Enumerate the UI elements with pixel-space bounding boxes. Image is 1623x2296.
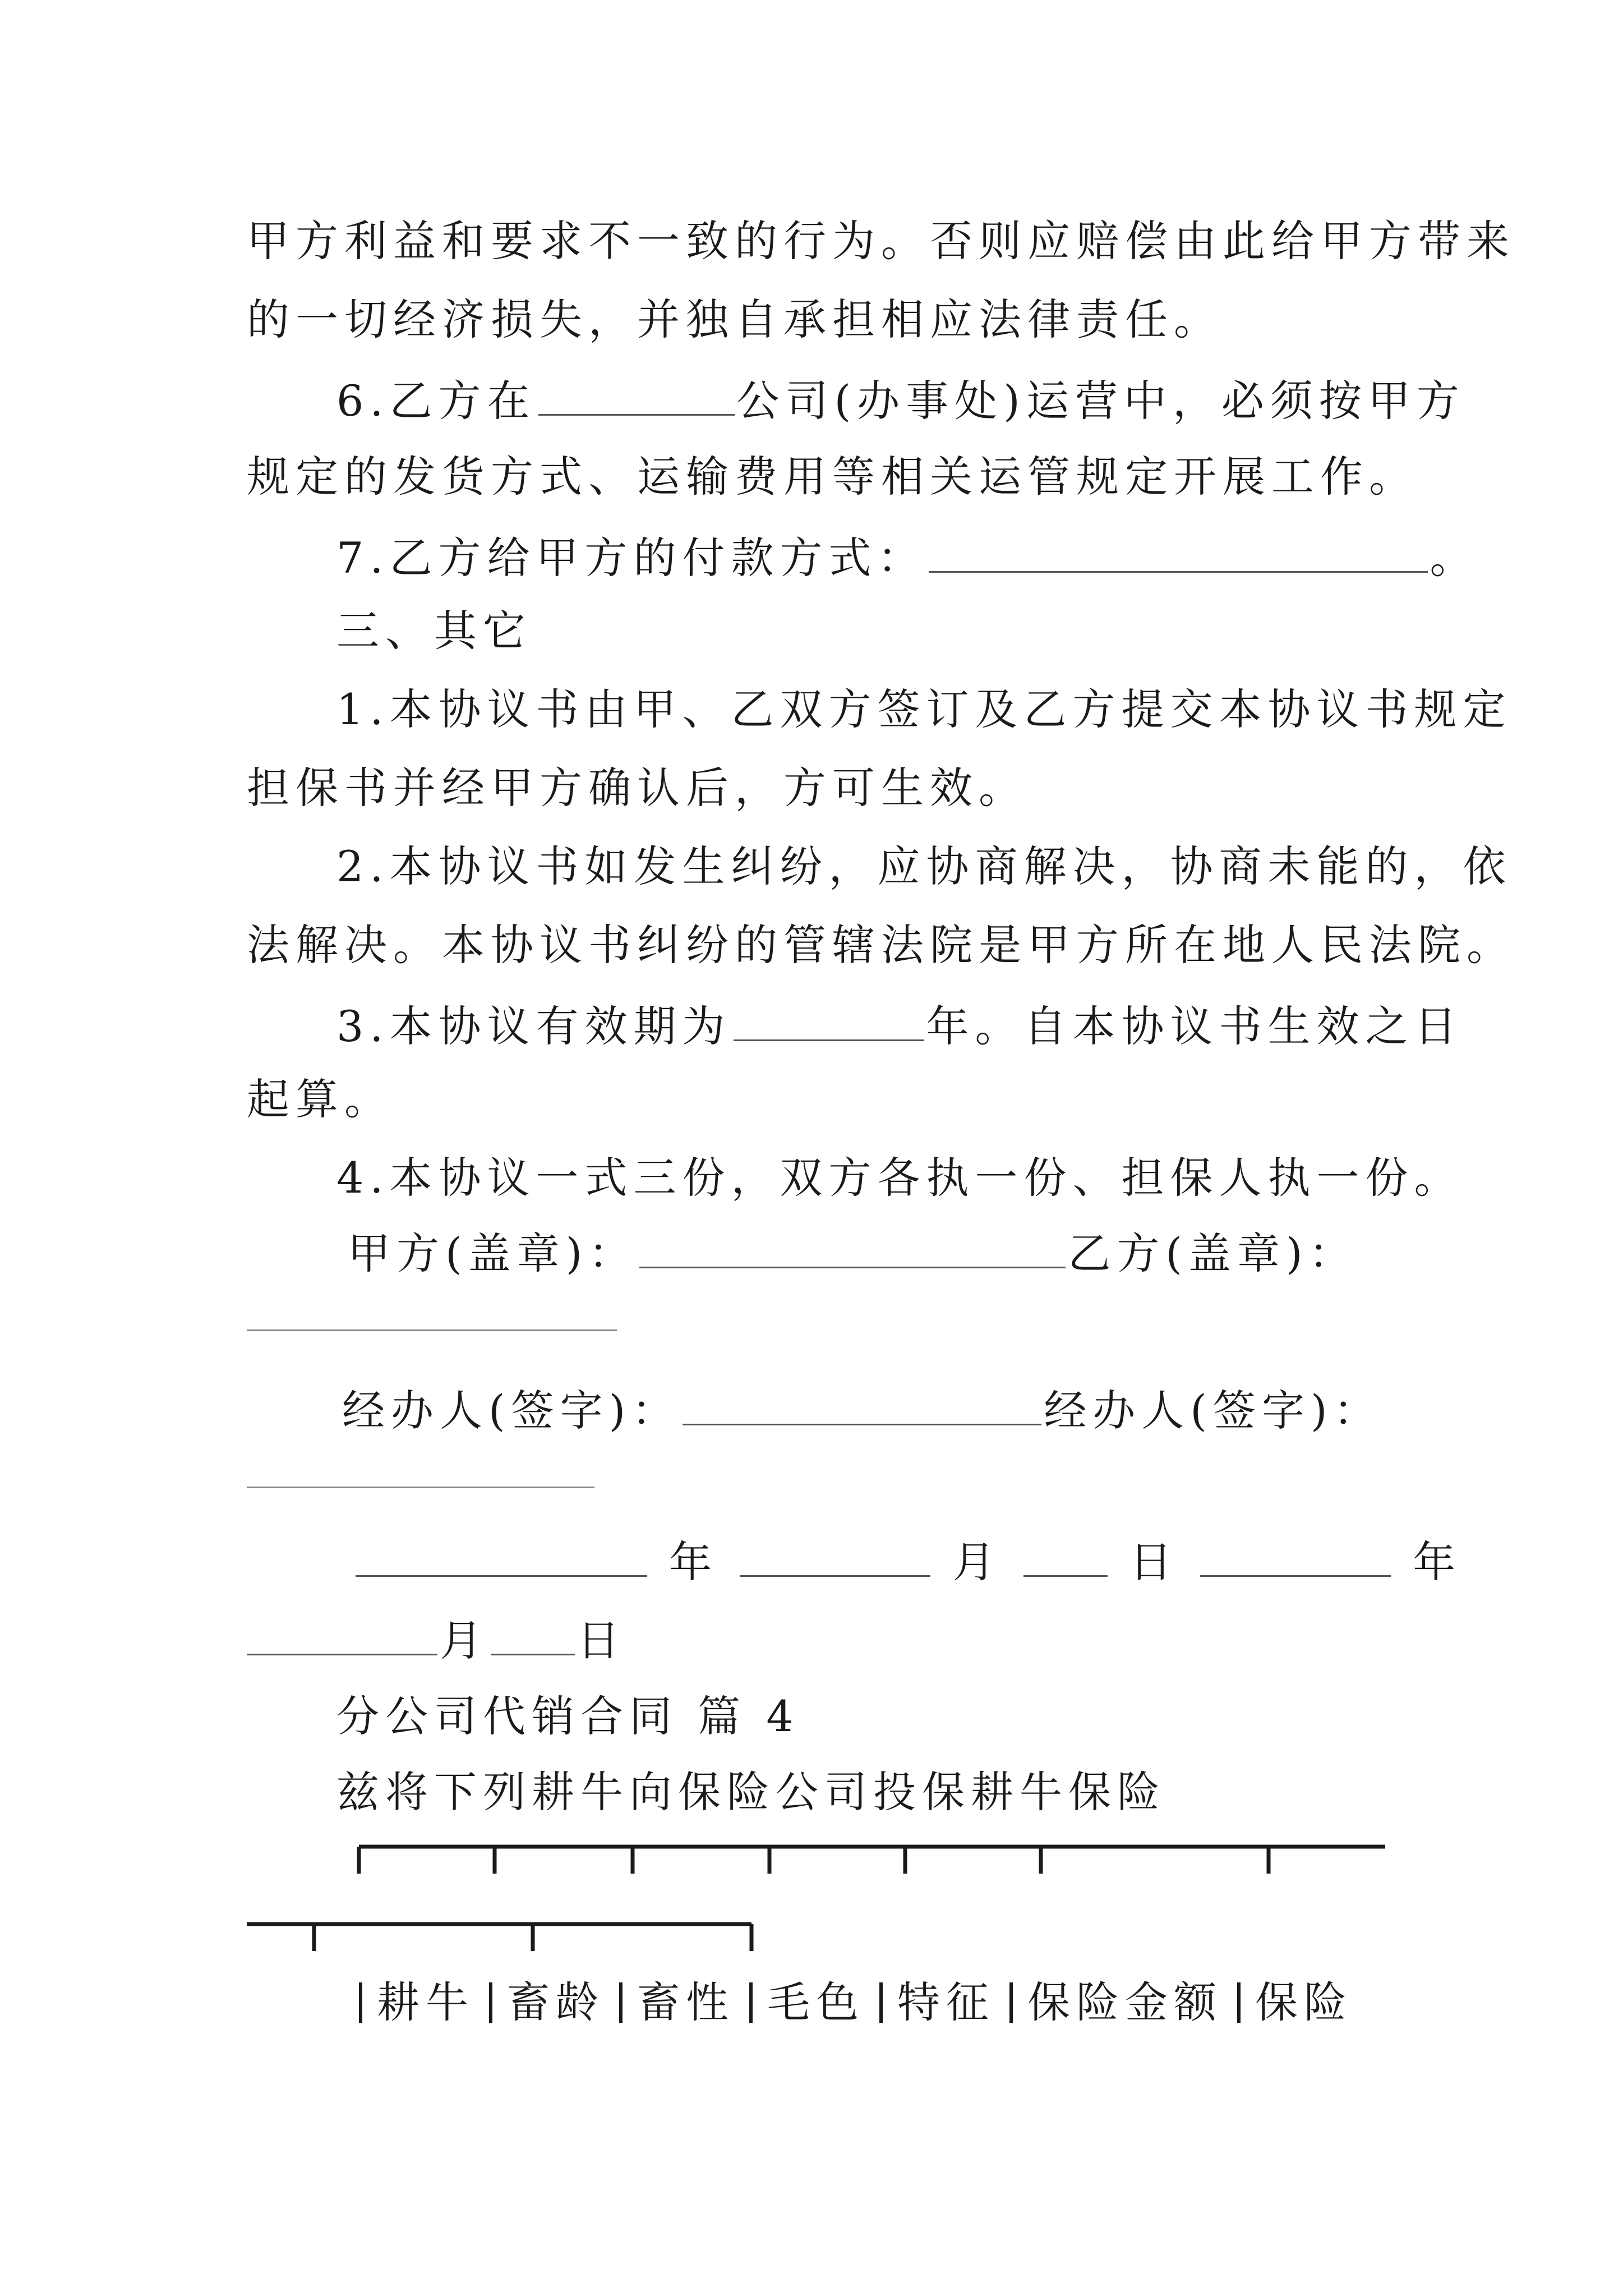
table-header-cell: 畜性 [637, 1977, 735, 2027]
paragraph-line: 甲方利益和要求不一致的行为。否则应赔偿由此给甲方带来 [247, 216, 1515, 266]
day-label: 日 [577, 1616, 626, 1665]
table-divider [879, 1982, 883, 2023]
table-divider [359, 1982, 362, 2023]
clause-6-end: 公司(办事处)运营中，必须按甲方 [736, 376, 1465, 426]
table-header-row [359, 1975, 1353, 2031]
table-divider [749, 1982, 753, 2023]
section-heading: 分公司代销合同 篇 4 [336, 1691, 800, 1741]
clause-o3-end: 年。自本协议书生效之日 [926, 1001, 1463, 1051]
clause-o1: 1.本协议书由甲、乙双方签订及乙方提交本协议书规定 [336, 684, 1512, 734]
section-heading: 三、其它 [336, 606, 532, 656]
table-divider [1009, 1982, 1013, 2023]
table-header-cell: 毛色 [767, 1977, 865, 2027]
year-label: 年 [1413, 1537, 1462, 1587]
paragraph-line: 担保书并经甲方确认后，方可生效。 [247, 763, 1027, 813]
clause-o4: 4.本协议一式三份，双方各执一份、担保人执一份。 [336, 1153, 1463, 1203]
party-a-label: 甲方(盖章)： [348, 1228, 638, 1278]
table-header-cell: 保险金额 [1027, 1977, 1223, 2027]
year-label: 年 [669, 1537, 718, 1587]
agent-a-label: 经办人(签字)： [342, 1386, 681, 1435]
paragraph-line: 起算。 [247, 1074, 393, 1124]
clause-7-start: 7.乙方给甲方的付款方式： [336, 533, 926, 583]
clause-7-end: 。 [1430, 533, 1479, 583]
paragraph-line: 规定的发货方式、运输费用等相关运管规定开展工作。 [247, 452, 1418, 501]
clause-o2: 2.本协议书如发生纠纷，应协商解决，协商未能的，依 [336, 841, 1512, 891]
paragraph-line: 兹将下列耕牛向保险公司投保耕牛保险 [336, 1767, 1166, 1817]
paragraph-line: 的一切经济损失，并独自承担相应法律责任。 [247, 295, 1223, 344]
month-label: 月 [952, 1537, 1002, 1587]
month-label: 月 [440, 1616, 488, 1665]
clause-6-start: 6.乙方在 [336, 376, 536, 426]
table-header-cell: 耕牛 [377, 1977, 474, 2027]
day-label: 日 [1129, 1537, 1178, 1587]
paragraph-line: 法解决。本协议书纠纷的管辖法院是甲方所在地人民法院。 [247, 920, 1515, 970]
table-header-cell: 特征 [897, 1977, 995, 2027]
table-header-cell: 保险 [1255, 1977, 1353, 2027]
table-divider [619, 1982, 623, 2023]
agent-b-label: 经办人(签字)： [1044, 1386, 1382, 1435]
party-b-label: 乙方(盖章)： [1068, 1228, 1358, 1278]
clause-o3-start: 3.本协议有效期为 [336, 1001, 731, 1051]
table-header-cell: 畜龄 [507, 1977, 605, 2027]
table-divider [489, 1982, 492, 2023]
table-divider [1237, 1982, 1241, 2023]
